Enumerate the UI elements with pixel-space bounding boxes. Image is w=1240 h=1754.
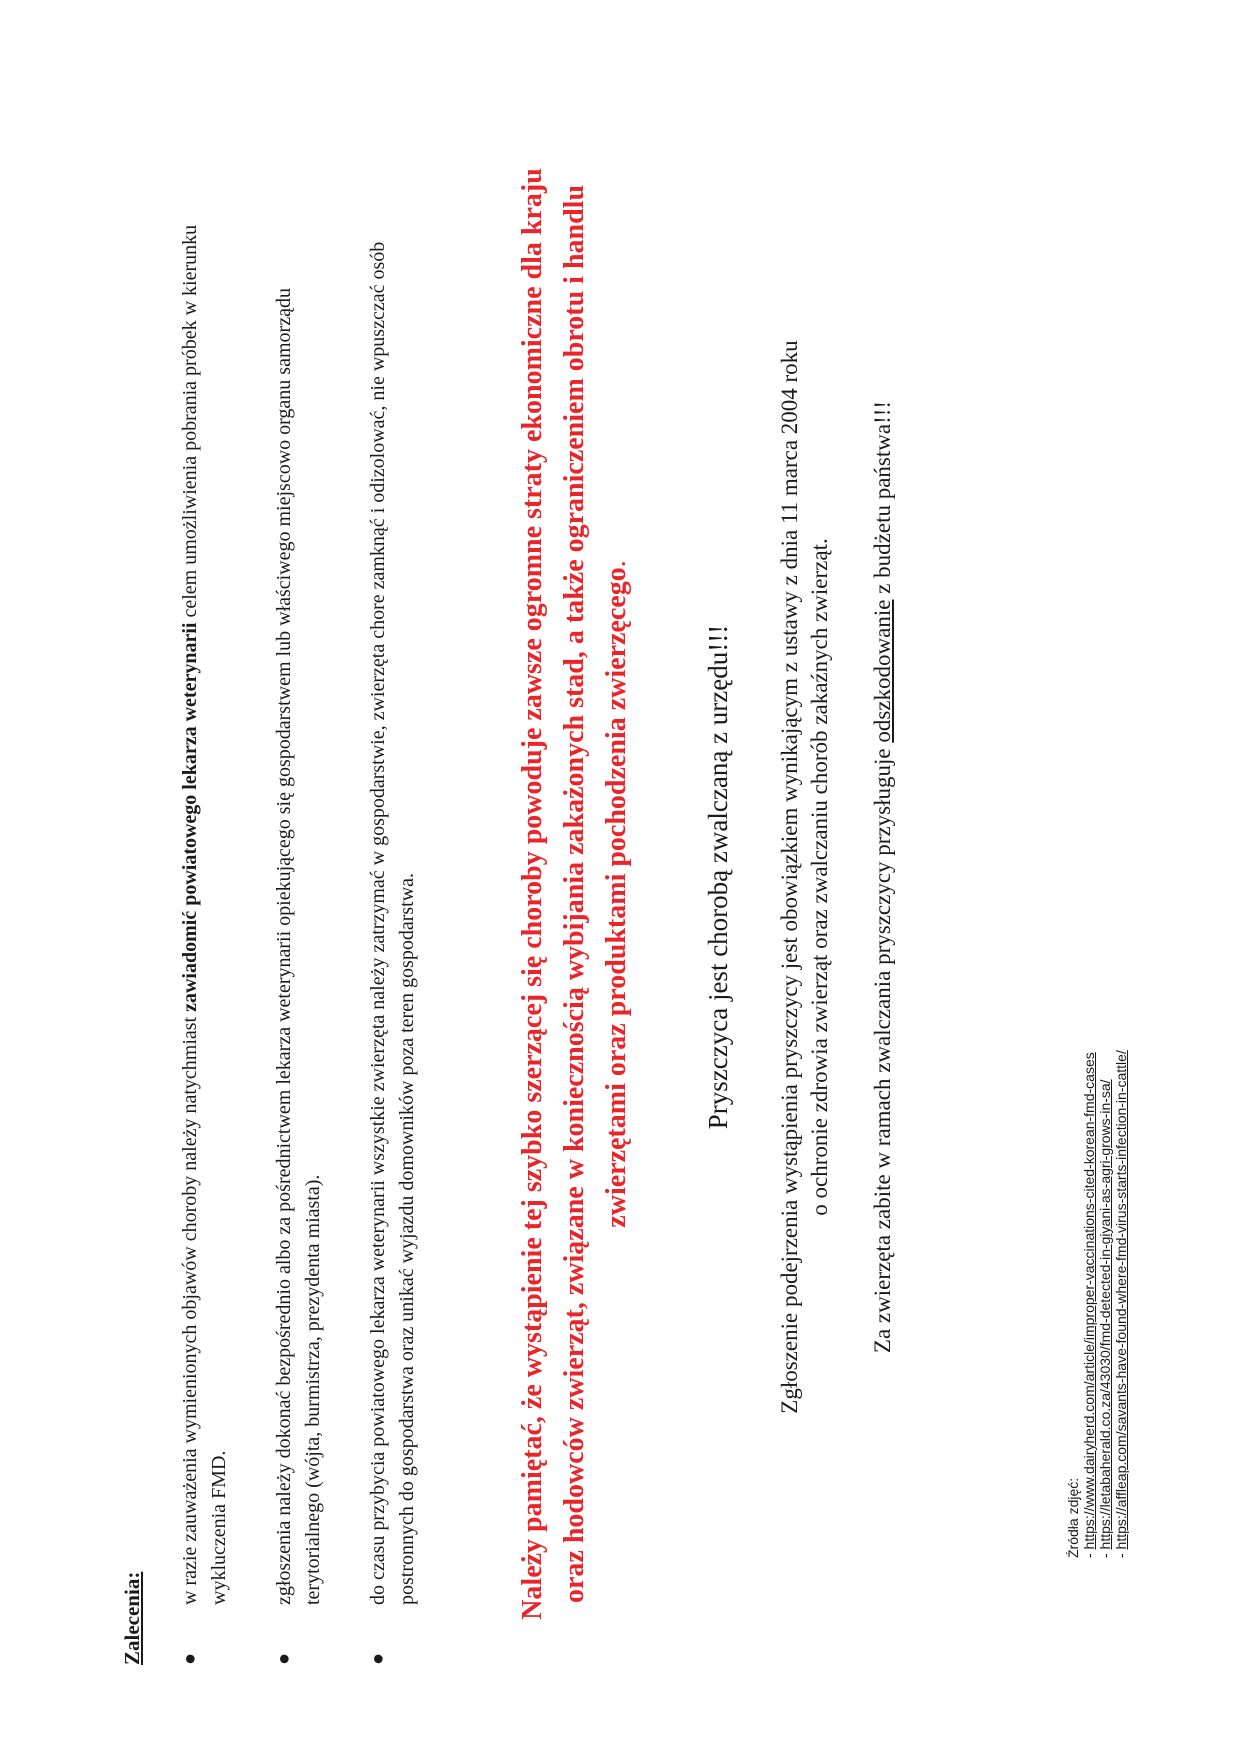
source-link-1[interactable]: https://www.dairyherd.com/article/improper-vaccinations-cited-korean-fmd-cases bbox=[1081, 1052, 1097, 1550]
compensation-underlined: odszkodowanie bbox=[870, 599, 895, 743]
compensation-before: Za zwierzęta zabite w ramach zwalczania pryszczycy przysługuje bbox=[870, 742, 895, 1354]
bullet-text-1a: w razie zauważenia wymienionych objawów choroby należy natychmiast bbox=[179, 1011, 201, 1605]
list-item bbox=[176, 185, 234, 1665]
notice-tail: . bbox=[601, 560, 632, 568]
bullet-text-1-bold: zawiadomić powiatowego lekarza weterynarii bbox=[179, 622, 201, 1012]
bullet-text-2: zgłoszenia należy dokonać bezpośrednio albo za pośrednictwem lekarza weterynarii opiekującego się gospodarstwem lub właściwego miejscowo organu samorządu terytorialnego (wójta, burmistrza, prezydenta miasta). bbox=[273, 288, 324, 1605]
disease-status-title: Pryszczyca jest chorobą zwalczaną z urzędu!!! bbox=[703, 624, 733, 1130]
source-link-3[interactable]: https://affleap.com/savants-have-found-where-fmd-virus-starts-infection-in-cattle/ bbox=[1113, 1050, 1129, 1550]
bullet-icon: ● bbox=[367, 1652, 389, 1665]
bullet-icon: ● bbox=[273, 1652, 295, 1665]
reporting-obligation bbox=[775, 0, 835, 1754]
source-line: - https://letabaherald.co.za/43030/fmd-detected-in-giyani-as-agri-grows-in-sa/ bbox=[1097, 1079, 1113, 1558]
reporting-line-2: o ochronie zdrowia zwierząt oraz zwalczaniu chorób zakaźnych zwierząt. bbox=[807, 538, 832, 1216]
list-item bbox=[364, 185, 422, 1665]
source-line: - https://www.dairyherd.com/article/improper-vaccinations-cited-korean-fmd-cases bbox=[1081, 1052, 1097, 1558]
source-line: - https://affleap.com/savants-have-found-where-fmd-virus-starts-infection-in-cattle/ bbox=[1113, 1050, 1129, 1558]
compensation-note bbox=[870, 0, 896, 1754]
notice-text: Należy pamiętać, że wystąpienie tej szybko szerzącej się choroby powoduje zawsze ogromne straty ekonomiczne dla kraju oraz hodowców zwierząt, związane w koniecznością wybijania zakażonych stad, a także ograniczeniem obrotu i handlu zwierzętami oraz produktami pochodzenia zwierzęcego bbox=[517, 168, 632, 1620]
reporting-line-1: Zgłoszenie podejrzenia wystąpienia pryszczycy jest obowiązkiem wynikającym z ustawy z dnia 11 marca 2004 roku bbox=[777, 340, 802, 1414]
recommendations-list bbox=[176, 185, 458, 1665]
bullet-text-1b: celem umożliwienia pobrania próbek w kierunku wykluczenia FMD. bbox=[179, 224, 230, 1605]
economic-loss-notice bbox=[512, 144, 638, 1644]
list-item bbox=[270, 185, 328, 1665]
photo-sources bbox=[1065, 1050, 1129, 1558]
source-link-2[interactable]: https://letabaherald.co.za/43030/fmd-detected-in-giyani-as-agri-grows-in-sa/ bbox=[1097, 1079, 1113, 1550]
recommendations-heading: Zalecenia: bbox=[120, 1571, 144, 1665]
sources-label: Źródła zdjęć: bbox=[1065, 1477, 1081, 1558]
bullet-text-3: do czasu przybycia powiatowego lekarza weterynarii wszystkie zwierzęta należy zatrzymać w gospodarstwie, zwierzęta chore zamknąć i odizolować, nie wpuszczać osób postronnych do gospodarstwa oraz unikać wyjazdu domowników poza teren gospodarstwa. bbox=[367, 241, 418, 1605]
compensation-after: z budżetu państwa!!! bbox=[870, 400, 895, 600]
bullet-icon: ● bbox=[179, 1652, 201, 1665]
